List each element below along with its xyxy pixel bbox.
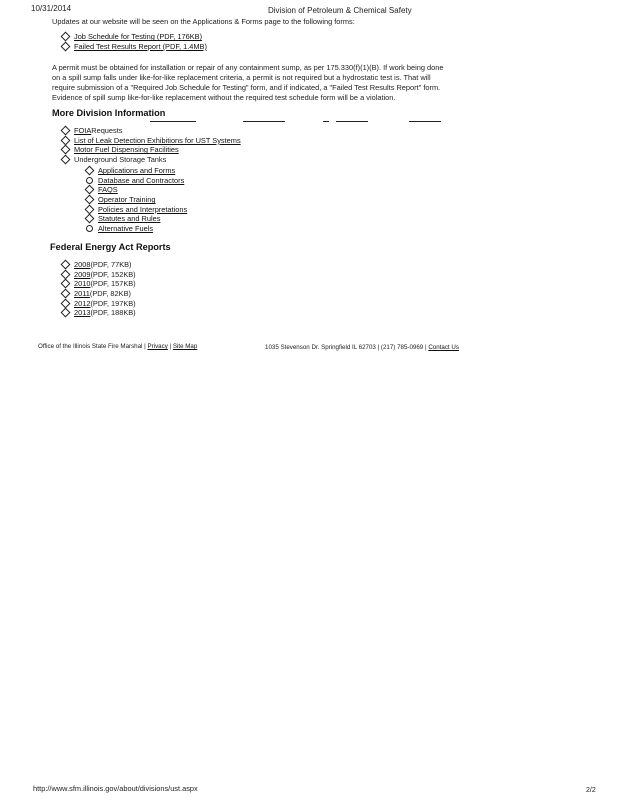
list-item	[86, 185, 187, 195]
report-2011-link[interactable]: 2011	[74, 289, 90, 299]
ust-label: Underground Storage Tanks	[74, 155, 167, 165]
list-item	[86, 224, 187, 234]
divider	[323, 121, 329, 122]
report-2010-link[interactable]: 2010	[74, 279, 91, 289]
intro-text: Updates at our website will be seen on the Applications & Forms page to the following forms:	[52, 17, 355, 26]
list-item	[86, 195, 187, 205]
footer-separator: |	[144, 343, 146, 350]
list-item	[62, 260, 136, 270]
report-2008-link[interactable]: 2008	[74, 260, 91, 270]
diamond-bullet-icon	[61, 32, 71, 42]
diamond-bullet-icon	[61, 126, 71, 136]
section-heading-division-info: More Division Information	[52, 108, 166, 118]
list-item	[62, 270, 136, 280]
list-item	[86, 204, 187, 214]
diamond-bullet-icon	[85, 166, 95, 176]
operator-training-link[interactable]: Operator Training	[98, 195, 156, 205]
diamond-bullet-icon	[61, 279, 71, 289]
list-item	[62, 155, 241, 165]
print-date: 10/31/2014	[31, 4, 72, 13]
statutes-rules-link[interactable]: Statutes and Rules	[98, 214, 161, 224]
diamond-bullet-icon	[61, 145, 71, 155]
energy-reports-list	[62, 260, 136, 318]
leak-detection-link[interactable]: List of Leak Detection Exhibitions for UST Systems	[74, 135, 241, 145]
divider	[336, 121, 368, 122]
report-2013-link[interactable]: 2013	[74, 308, 91, 318]
footer-separator: |	[169, 343, 172, 350]
list-item	[62, 145, 241, 155]
list-item	[62, 308, 136, 318]
motor-fuel-link[interactable]: Motor Fuel Dispensing Facilities	[74, 145, 179, 155]
permit-paragraph	[52, 63, 444, 103]
list-item	[62, 126, 241, 136]
report-detail: (PDF, 157KB)	[90, 279, 136, 289]
diamond-bullet-icon	[85, 185, 95, 195]
report-2009-link[interactable]: 2009	[74, 269, 91, 279]
circle-bullet-icon	[86, 225, 93, 232]
site-footer-right	[265, 344, 459, 351]
report-detail: (PDF, 197KB)	[90, 298, 136, 308]
failed-test-results-link[interactable]: Failed Test Results Report (PDF, 1.4MB)	[74, 41, 207, 51]
diamond-bullet-icon	[85, 214, 95, 224]
list-item	[62, 136, 241, 146]
list-item	[86, 176, 187, 186]
diamond-bullet-icon	[61, 260, 71, 270]
site-footer-left	[38, 343, 197, 350]
form-links-list	[62, 32, 207, 51]
paragraph-line: Evidence of spill sump like-for-like replacement without the required test schedule form will be a violation.	[52, 93, 396, 102]
list-item	[62, 32, 207, 42]
divider	[243, 121, 285, 122]
list-item	[86, 214, 187, 224]
report-detail: (PDF, 152KB)	[90, 269, 136, 279]
ust-sublist	[86, 166, 187, 233]
office-name: Office of the Illinois State Fire Marshal	[38, 343, 143, 350]
report-detail: (PDF, 188KB)	[90, 308, 136, 318]
paragraph-line: on a spill sump falls under like-for-like replacement criteria, a permit is not required but a hydrostatic test is. That will	[52, 73, 431, 82]
contact-us-link[interactable]: Contact Us	[428, 344, 459, 351]
divider	[150, 121, 196, 122]
report-detail: (PDF, 77KB)	[90, 260, 132, 270]
paragraph-line: require submission of a "Required Job Schedule for Testing" form, and if indicated, a "Failed Test Results Report" form.	[52, 83, 441, 92]
list-item	[62, 279, 136, 289]
list-item-text: Requests	[91, 126, 123, 136]
footer-separator: |	[424, 344, 427, 351]
applications-forms-link[interactable]: Applications and Forms	[98, 166, 176, 176]
division-info-list	[62, 126, 241, 164]
diamond-bullet-icon	[61, 308, 71, 318]
section-heading-energy-reports: Federal Energy Act Reports	[50, 242, 171, 252]
page-number: 2/2	[586, 787, 596, 794]
foia-link[interactable]: FOIA	[74, 126, 92, 136]
diamond-bullet-icon	[61, 289, 71, 299]
divider	[409, 121, 441, 122]
database-contractors-link[interactable]: Database and Contractors	[98, 175, 185, 185]
policies-link[interactable]: Policies and Interpretations	[98, 204, 188, 214]
report-detail: (PDF, 82KB)	[89, 289, 131, 299]
report-2012-link[interactable]: 2012	[74, 298, 91, 308]
list-item	[62, 298, 136, 308]
alternative-fuels-link[interactable]: Alternative Fuels	[98, 223, 154, 233]
diamond-bullet-icon	[61, 155, 71, 165]
list-item	[86, 166, 187, 176]
page-header-title: Division of Petroleum & Chemical Safety	[268, 6, 412, 15]
diamond-bullet-icon	[85, 195, 95, 205]
site-map-link[interactable]: Site Map	[172, 343, 198, 350]
circle-bullet-icon	[86, 177, 93, 184]
job-schedule-link[interactable]: Job Schedule for Testing (PDF, 176KB)	[74, 32, 203, 42]
list-item	[62, 289, 136, 299]
list-item	[62, 42, 207, 52]
address-text: 1035 Stevenson Dr. Springfield IL 62703 | (217) 785-0969	[265, 344, 424, 351]
privacy-link[interactable]: Privacy	[147, 343, 168, 350]
faqs-link[interactable]: FAQS	[98, 185, 118, 195]
diamond-bullet-icon	[61, 41, 71, 51]
paragraph-line: A permit must be obtained for installation or repair of any containment sump, as per 175.330(f)(1)(B). If work being done	[52, 63, 444, 72]
page-url: http://www.sfm.illinois.gov/about/divisions/ust.aspx	[33, 784, 198, 793]
